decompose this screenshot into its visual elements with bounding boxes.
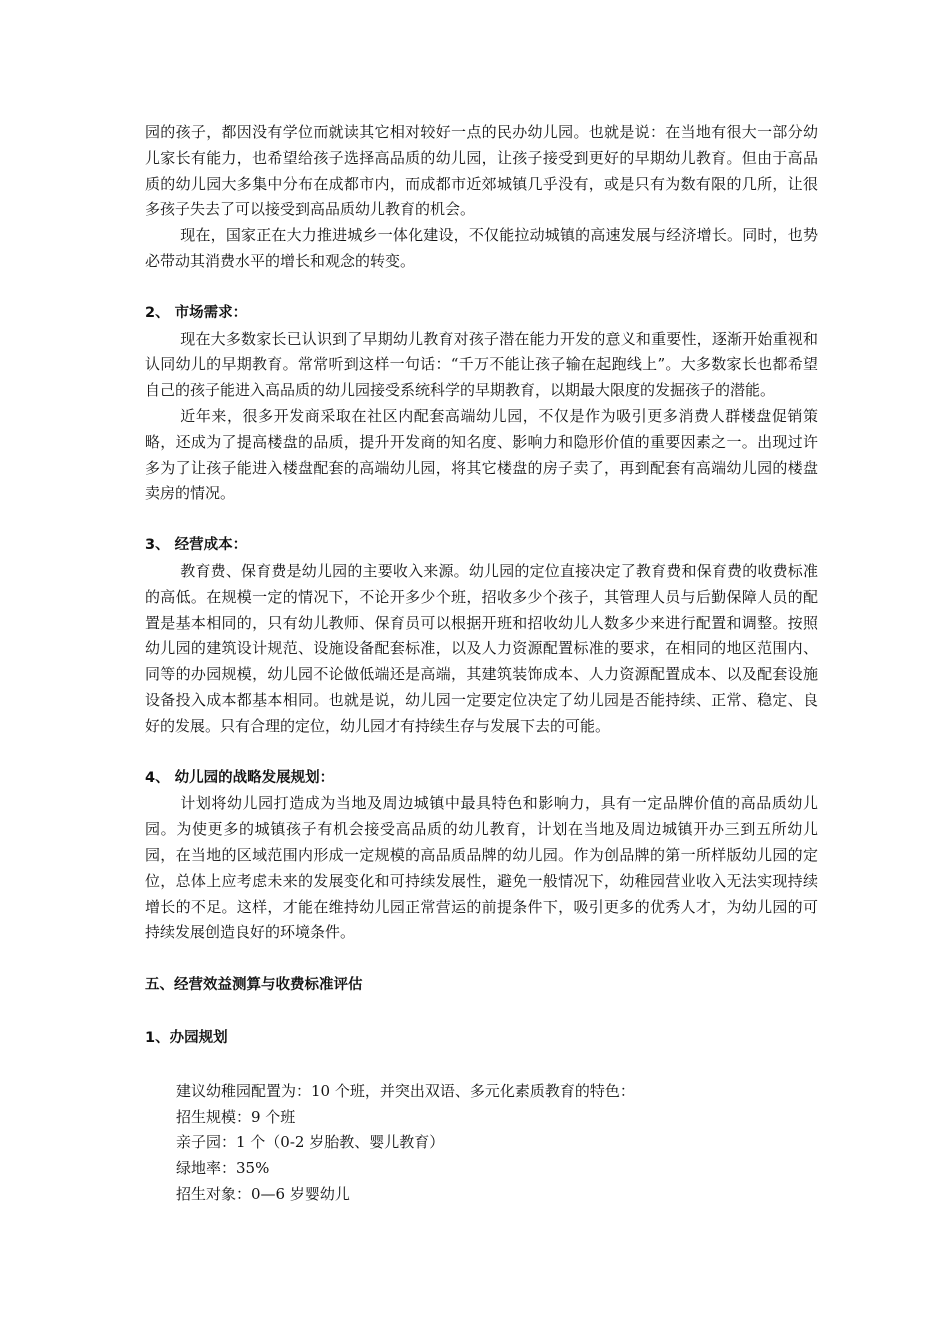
list-item: 绿地率：35% bbox=[176, 1159, 270, 1178]
spacer bbox=[145, 740, 818, 766]
spacer bbox=[145, 275, 818, 301]
paragraph: 现在大多数家长已认识到了早期幼儿教育对孩子潜在能力开发的意义和重要性，逐渐开始重视和认同幼儿的早期教育。常常听到这样一句话：“千万不能让孩子输在起跑线上”。大多数家长也都希望自己的孩子能进入高品质的幼儿园接受系统科学的早期教育，以期最大限度的发掘孩子的潜能。 bbox=[145, 329, 818, 400]
subsection-heading-planning: 1、办园规划 bbox=[145, 1029, 228, 1046]
spacer bbox=[145, 946, 818, 973]
paragraph: 计划将幼儿园打造成为当地及周边城镇中最具特色和影响力，具有一定品牌价值的高品质幼儿园。为使更多的城镇孩子有机会接受高品质的幼儿教育，计划在当地及周边城镇开办三到五所幼儿园，在当地的区域范围内形成一定规模的高品质品牌的幼儿园。作为创品牌的第一所样版幼儿园的定位，总体上应考虑未来的发展变化和可持续发展性，避免一般情况下，幼稚园营业收入无法实现持续增长的不足。这样，才能在维持幼儿园正常营运的前提条件下，吸引更多的优秀人才，为幼儿园的可持续发展创造良好的环境条件。 bbox=[145, 794, 818, 942]
list-item: 招生规模：9 个班 bbox=[176, 1107, 296, 1126]
section-heading-operating-cost: 3、 经营成本： bbox=[145, 537, 248, 554]
list-item: 建议幼稚园配置为：10 个班，并突出双语、多元化素质教育的特色： bbox=[176, 1081, 635, 1100]
section-heading-market-demand: 2、 市场需求： bbox=[145, 304, 248, 321]
paragraph: 园的孩子，都因没有学位而就读其它相对较好一点的民办幼儿园。也就是说：在当地有很大一部分幼儿家长有能力，也希望给孩子选择高品质的幼儿园，让孩子接受到更好的早期幼儿教育。但由于高品质的幼儿园大多集中分布在成都市内，而成都市近郊城镇几乎没有，或是只有为数有限的几所，让很多孩子失去了可以接受到高品质幼儿教育的机会。 bbox=[145, 123, 818, 219]
paragraph: 教育费、保育费是幼儿园的主要收入来源。幼儿园的定位直接决定了教育费和保育费的收费标准的高低。在规模一定的情况下，不论开多少个班，招收多少个孩子，其管理人员与后勤保障人员的配置是基本相同的，只有幼儿教师、保育员可以根据开班和招收幼儿人数多少来进行配置和调整。按照幼儿园的建筑设计规范、设施设备配套标准，以及人力资源配置标准的要求，在相同的地区范围内、同等的办园规模，幼儿园不论做低端还是高端，其建筑装饰成本、人力资源配置成本、以及配套设施设备投入成本都基本相同。也就是说，幼儿园一定要定位决定了幼儿园是否能持续、正常、稳定、良好的发展。只有合理的定位，幼儿园才有持续生存与发展下去的可能。 bbox=[145, 561, 818, 735]
paragraph: 近年来，很多开发商采取在社区内配套高端幼儿园，不仅是作为吸引更多消费人群楼盘促销策略，还成为了提高楼盘的品质，提升开发商的知名度、影响力和隐形价值的重要因素之一。出现过许多为了让孩子能进入楼盘配套的高端幼儿园，将其它楼盘的房子卖了，再到配套有高端幼儿园的楼盘卖房的情况。 bbox=[145, 406, 818, 503]
list-item: 亲子园：1 个（0-2 岁胎教、婴儿教育） bbox=[176, 1133, 445, 1152]
chapter-heading: 五、经营效益测算与收费标准评估 bbox=[145, 977, 363, 994]
spacer bbox=[145, 1052, 818, 1079]
spacer bbox=[145, 999, 818, 1026]
list-item: 招生对象：0—6 岁婴幼儿 bbox=[176, 1184, 350, 1203]
planning-list bbox=[145, 1079, 818, 1208]
section-heading-strategy: 4、 幼儿园的战略发展规划： bbox=[145, 769, 335, 786]
paragraph: 现在，国家正在大力推进城乡一体化建设，不仅能拉动城镇的高速发展与经济增长。同时，也势必带动其消费水平的增长和观念的转变。 bbox=[145, 226, 818, 270]
document-body bbox=[145, 120, 818, 1208]
spacer bbox=[145, 507, 818, 533]
